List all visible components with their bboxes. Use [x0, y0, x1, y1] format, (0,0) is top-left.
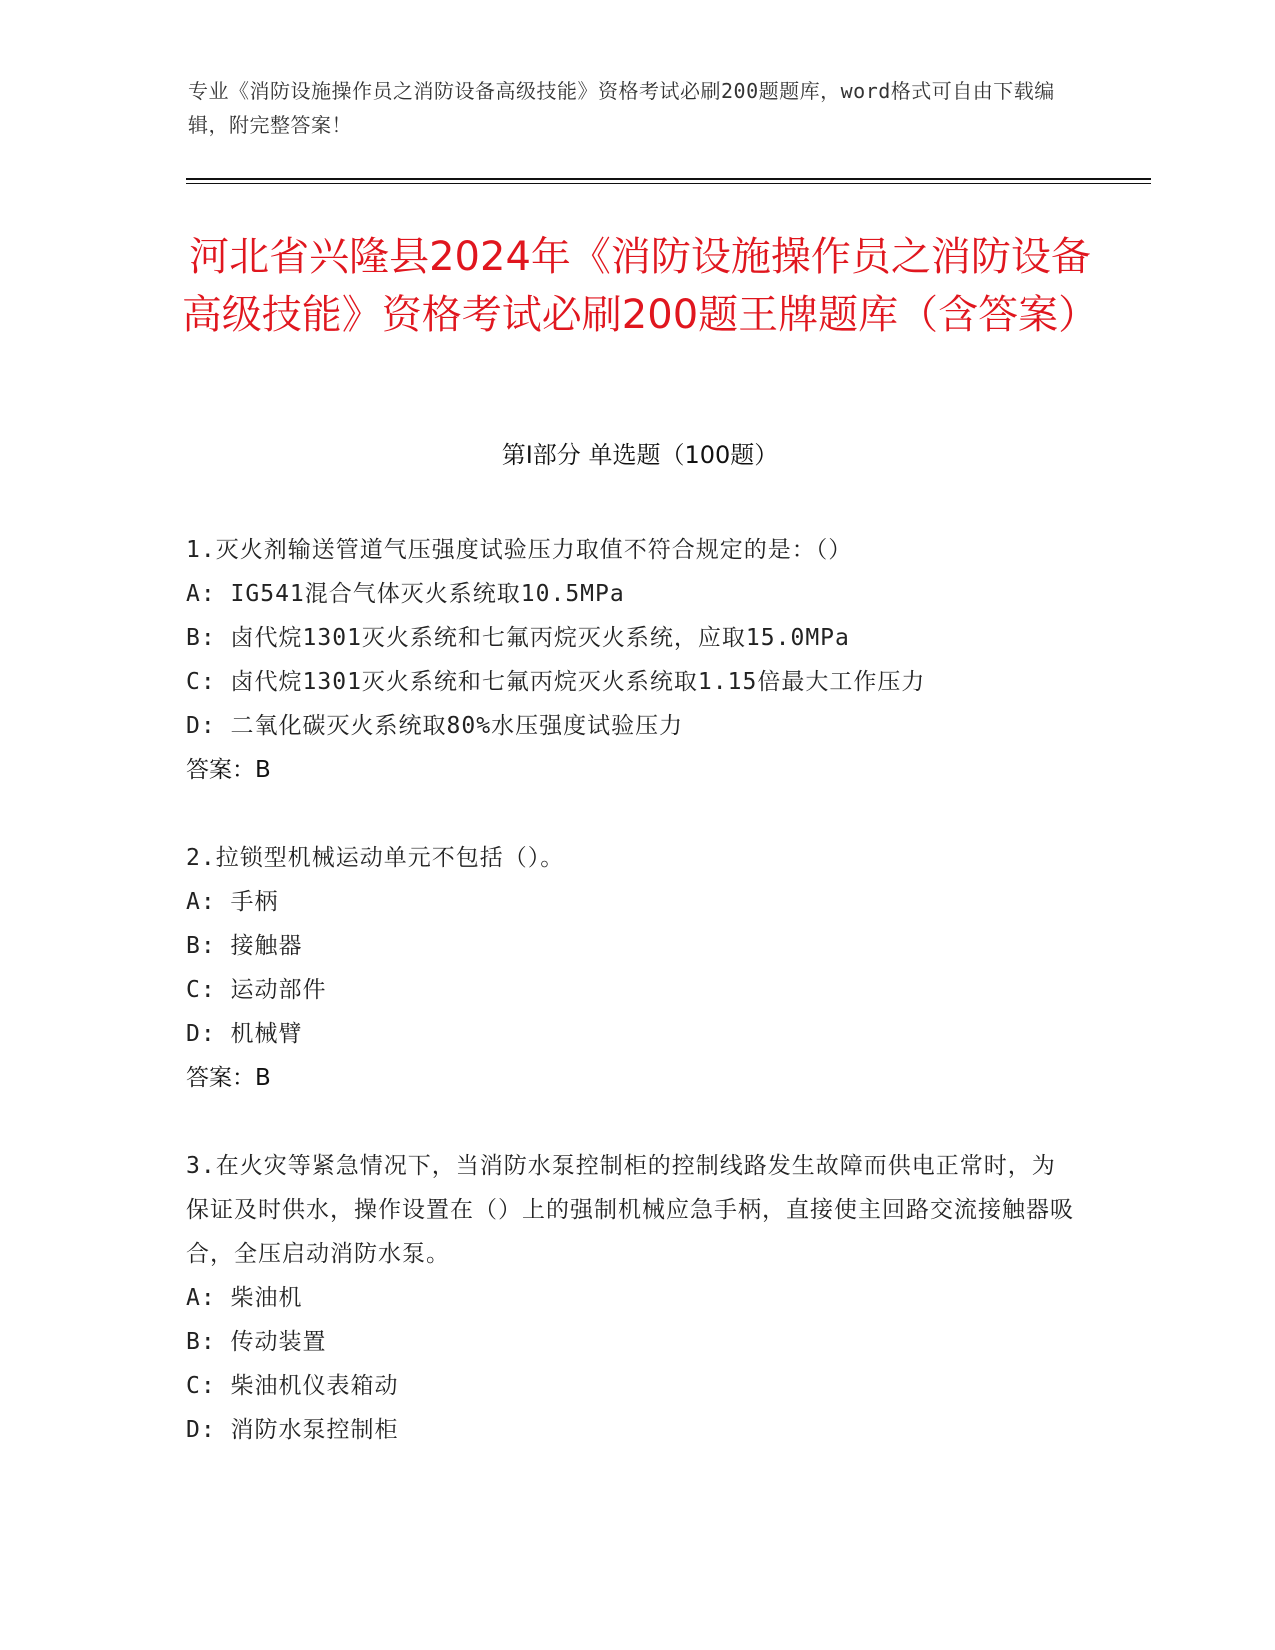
header-note: 专业《消防设施操作员之消防设备高级技能》资格考试必刷200题题库，word格式可自由下载编辑，附完整答案！ — [188, 79, 1055, 137]
question-3 — [186, 1144, 1076, 1452]
option-b: B: 卤代烷1301灭火系统和七氟丙烷灭火系统，应取15.0MPa — [186, 625, 850, 651]
option-a: A: IG541混合气体灭火系统取10.5MPa — [186, 581, 625, 607]
header-divider — [186, 178, 1151, 180]
answer: 答案：B — [186, 757, 271, 783]
option-b: B: 接触器 — [186, 933, 303, 959]
option-d: D: 机械臂 — [186, 1021, 303, 1047]
option-c: C: 运动部件 — [186, 977, 327, 1003]
document-title: 河北省兴隆县2024年《消防设施操作员之消防设备高级技能》资格考试必刷200题王牌题库（含答案） — [181, 234, 1099, 338]
question-stem: 3.在火灾等紧急情况下，当消防水泵控制柜的控制线路发生故障而供电正常时，为保证及时供水，操作设置在（）上的强制机械应急手柄，直接使主回路交流接触器吸合，全压启动消防水泵。 — [186, 1153, 1074, 1267]
option-d: D: 消防水泵控制柜 — [186, 1417, 399, 1443]
question-list — [186, 528, 1076, 1496]
option-c: C: 柴油机仪表箱动 — [186, 1373, 399, 1399]
section-heading: 第I部分 单选题（100题） — [501, 441, 779, 469]
question-stem: 2.拉锁型机械运动单元不包括（）。 — [186, 845, 565, 871]
option-b: B: 传动装置 — [186, 1329, 327, 1355]
header-divider-thin — [186, 183, 1151, 184]
question-2 — [186, 836, 1076, 1100]
option-a: A: 柴油机 — [186, 1285, 303, 1311]
option-a: A: 手柄 — [186, 889, 279, 915]
answer: 答案：B — [186, 1065, 271, 1091]
option-d: D: 二氧化碳灭火系统取80%水压强度试验压力 — [186, 713, 684, 739]
question-stem: 1.灭火剂输送管道气压强度试验压力取值不符合规定的是：（） — [186, 537, 853, 563]
question-1 — [186, 528, 1076, 792]
option-c: C: 卤代烷1301灭火系统和七氟丙烷灭火系统取1.15倍最大工作压力 — [186, 669, 926, 695]
